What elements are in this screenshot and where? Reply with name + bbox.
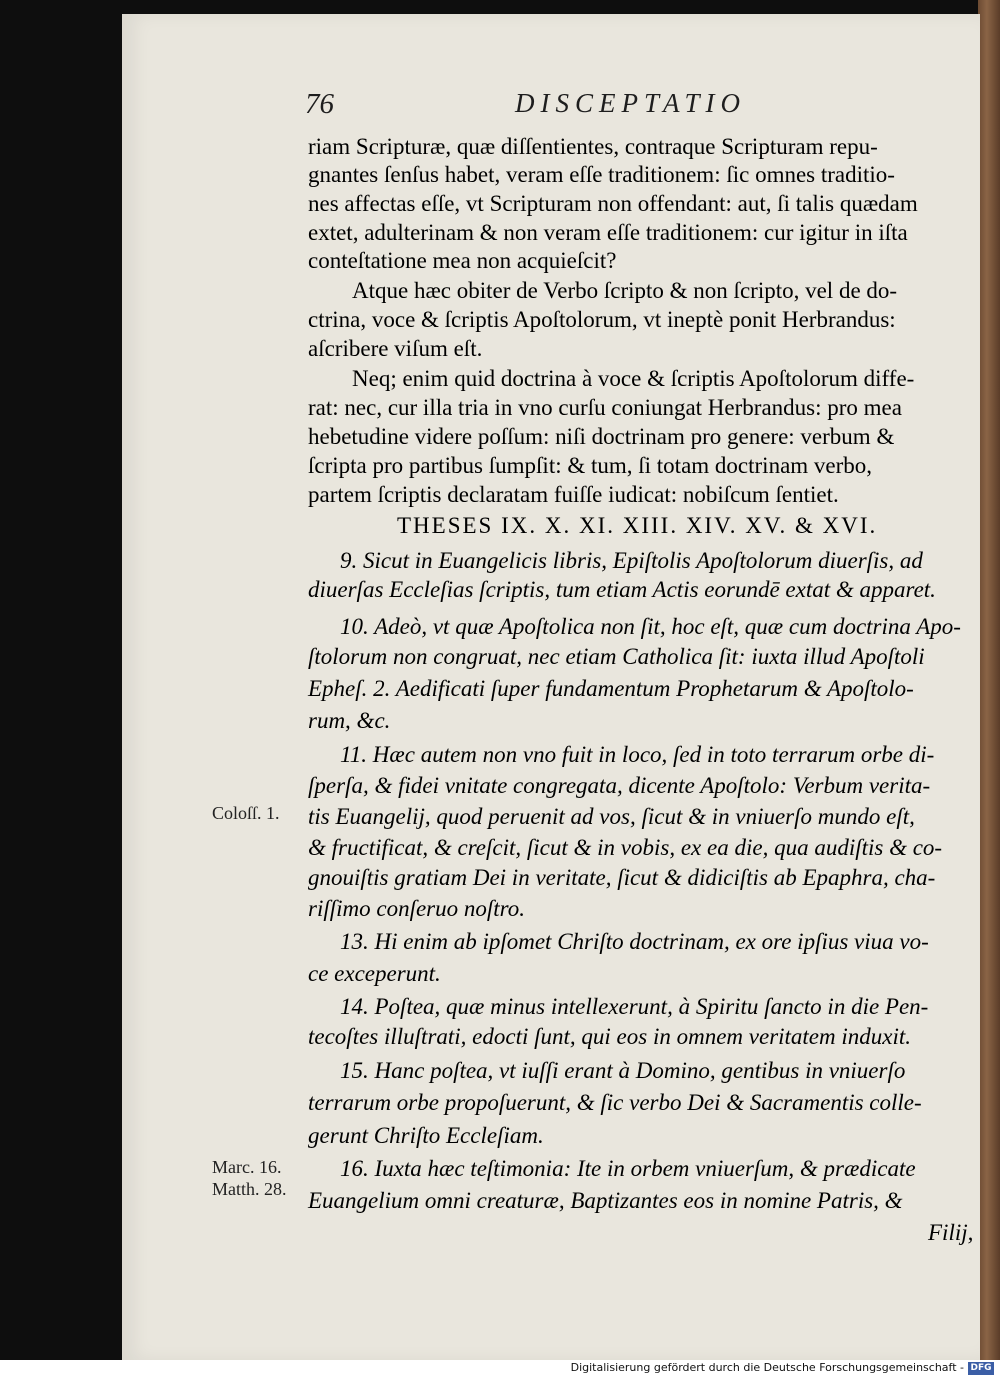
- thesis-line: 14. Poſtea, quæ minus intellexerunt, à Spiritu ſancto in die Pen-: [340, 994, 929, 1019]
- body-line: hebetudine videre poſſum: niſi doctrinam pro genere: verbum &: [308, 424, 895, 449]
- marginal-note-matth: Matth. 28.: [212, 1179, 287, 1199]
- thesis-line: & fructificat, & creſcit, ſicut & in vobis, ex ea die, qua audiſtis & co-: [308, 835, 943, 860]
- thesis-line: rum, &c.: [308, 708, 391, 733]
- book-edge: [978, 0, 1000, 1360]
- running-title: DISCEPTATIO: [515, 88, 746, 118]
- dfg-logo: DFG: [968, 1362, 994, 1375]
- marginal-note-coloss: Coloſſ. 1.: [212, 803, 280, 823]
- thesis-line: 9. Sicut in Euangelicis libris, Epiſtolis Apoſtolorum diuerſis, ad: [340, 548, 923, 573]
- thesis-line: 16. Iuxta hæc teſtimonia: Ite in orbem vniuerſum, & prædicate: [340, 1156, 916, 1181]
- thesis-line: Filij,: [928, 1220, 974, 1245]
- thesis-line: 11. Hæc autem non vno fuit in loco, ſed in toto terrarum orbe di-: [340, 742, 935, 767]
- body-line: extet, adulterinam & non veram eſſe traditionem: cur igitur in iſta: [308, 220, 908, 245]
- body-line: gnantes ſenſus habet, veram eſſe traditionem: ſic omnes traditio-: [308, 162, 895, 187]
- theses-heading: THESES IX. X. XI. XIII. XIV. XV. & XVI.: [397, 513, 878, 538]
- body-line: ctrina, voce & ſcriptis Apoſtolorum, vt ineptè ponit Herbrandus:: [308, 307, 896, 332]
- thesis-line: tis Euangelij, quod peruenit ad vos, ſicut & in vniuerſo mundo eſt,: [308, 804, 915, 829]
- body-line: aſcribere viſum eſt.: [308, 336, 483, 361]
- thesis-line: diuerſas Eccleſias ſcriptis, tum etiam Actis eorundē extat & apparet.: [308, 577, 936, 602]
- thesis-line: 15. Hanc poſtea, vt iuſſi erant à Domino, gentibus in vniuerſo: [340, 1058, 906, 1083]
- body-line: riam Scripturæ, quæ diſſentientes, contraque Scripturam repu-: [308, 134, 878, 159]
- thesis-line: riſſimo conſeruo noſtro.: [308, 896, 526, 921]
- thesis-line: terrarum orbe propoſuerunt, & ſic verbo Dei & Sacramentis colle-: [308, 1090, 922, 1115]
- body-line: ſcripta pro partibus ſumpſit: & tum, ſi totam doctrinam verbo,: [308, 453, 873, 478]
- thesis-line: gnouiſtis gratiam Dei in veritate, ſicut & didiciſtis ab Epaphra, cha-: [308, 865, 936, 890]
- thesis-line: gerunt Chriſto Eccleſiam.: [308, 1123, 544, 1148]
- marginal-note-marc: Marc. 16.: [212, 1157, 282, 1177]
- thesis-line: tecoſtes illuſtrati, edocti ſunt, qui eos in omnem veritatem induxit.: [308, 1024, 912, 1049]
- thesis-line: ce exceperunt.: [308, 961, 441, 986]
- body-line: rat: nec, cur illa tria in vno curſu coniungat Herbrandus: pro mea: [308, 395, 902, 420]
- body-line: nes affectas eſſe, vt Scripturam non offendant: aut, ſi talis quædam: [308, 191, 918, 216]
- thesis-line: ſperſa, & fidei vnitate congregata, dicente Apoſtolo: Verbum verita-: [308, 773, 931, 798]
- thesis-line: 13. Hi enim ab ipſomet Chriſto doctrinam, ex ore ipſius viua vo-: [340, 929, 929, 954]
- thesis-line: Euangelium omni creaturæ, Baptizantes eos in nomine Patris, &: [308, 1188, 903, 1213]
- footer-credit: Digitalisierung gefördert durch die Deutsche Forschungsgemeinschaft -: [570, 1361, 964, 1374]
- body-line: conteſtatione mea non acquieſcit?: [308, 248, 617, 273]
- thesis-line: 10. Adeò, vt quæ Apoſtolica non ſit, hoc eſt, quæ cum doctrina Apo-: [340, 614, 961, 639]
- thesis-line: ſtolorum non congruat, nec etiam Catholica ſit: iuxta illud Apoſtoli: [308, 644, 925, 669]
- body-line: Neq; enim quid doctrina à voce & ſcriptis Apoſtolorum diffe-: [352, 366, 915, 391]
- thesis-line: Epheſ. 2. Aedificati ſuper fundamentum Prophetarum & Apoſtolo-: [308, 676, 914, 701]
- body-line: partem ſcriptis declaratam fuiſſe iudicat: nobiſcum ſentiet.: [308, 482, 839, 507]
- body-line: Atque hæc obiter de Verbo ſcripto & non ſcripto, vel de do-: [352, 278, 898, 303]
- book-page: [122, 14, 980, 1360]
- page-number: 76: [305, 88, 334, 120]
